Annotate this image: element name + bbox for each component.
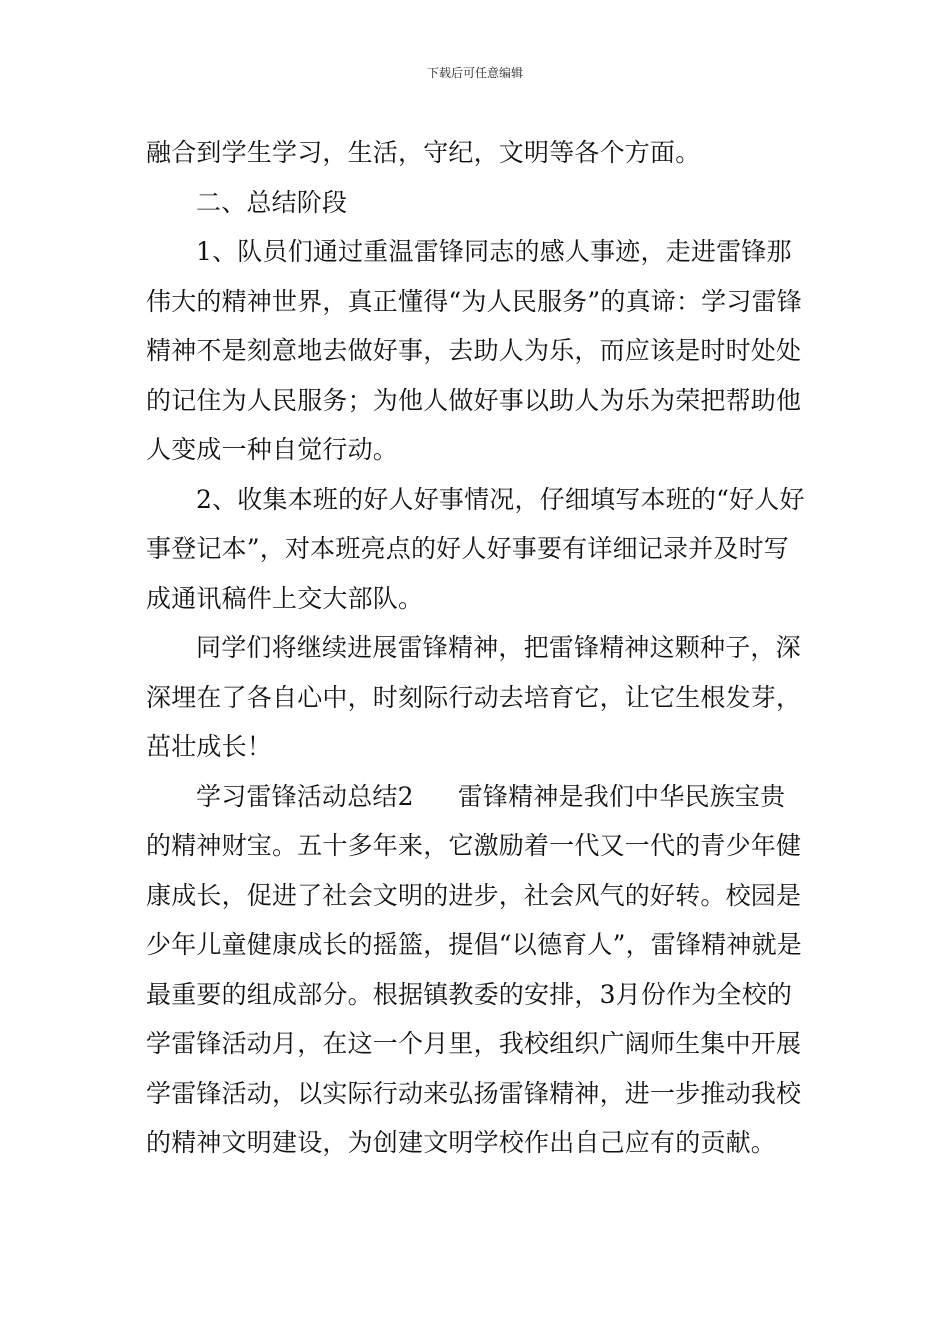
summary-2-title: 学习雷锋活动总结2 [196,781,414,811]
document-body [146,128,808,1168]
paragraph-summary-2 [146,772,808,1168]
paragraph-conclusion: 同学们将继续进展雷锋精神，把雷锋精神这颗种子，深深埋在了各自心中，时刻际行动去培育它，让它生根发芽，茁壮成长！ [146,633,802,761]
summary-2-body: 雷锋精神是我们中华民族宝贵的精神财宝。五十多年来，它激励着一代又一代的青少年健康成长，促进了社会文明的进步，社会风气的好转。校园是少年儿童健康成长的摇篮，提倡“以德育人”，雷锋精神就是最重要的组成部分。根据镇教委的安排，3月份作为全校的学雷锋活动月，在这一个月里，我校组织广阔师生集中开展学雷锋活动，以实际行动来弘扬雷锋精神，进一步推动我校的精神文明建设，为创建文明学校作出自己应有的贡献。 [146,781,802,1157]
section-heading-summary: 二、总结阶段 [196,187,348,217]
paragraph-item-2: 2、收集本班的好人好事情况，仔细填写本班的“好人好事登记本”，对本班亮点的好人好事要有详细记录并及时写成通讯稿件上交大部队。 [146,484,805,613]
page-header: 下载后可任意编辑 [426,66,523,80]
paragraph-item-1: 1、队员们通过重温雷锋同志的感人事迹，走进雷锋那伟大的精神世界，真正懂得“为人民服务”的真谛：学习雷锋精神不是刻意地去做好事，去助人为乐，而应该是时时处处的记住为人民服务；为他人做好事以助人为乐为荣把帮助他人变成一种自觉行动。 [146,237,802,464]
paragraph-continuation: 融合到学生学习，生活，守纪，文明等各个方面。 [146,138,701,167]
